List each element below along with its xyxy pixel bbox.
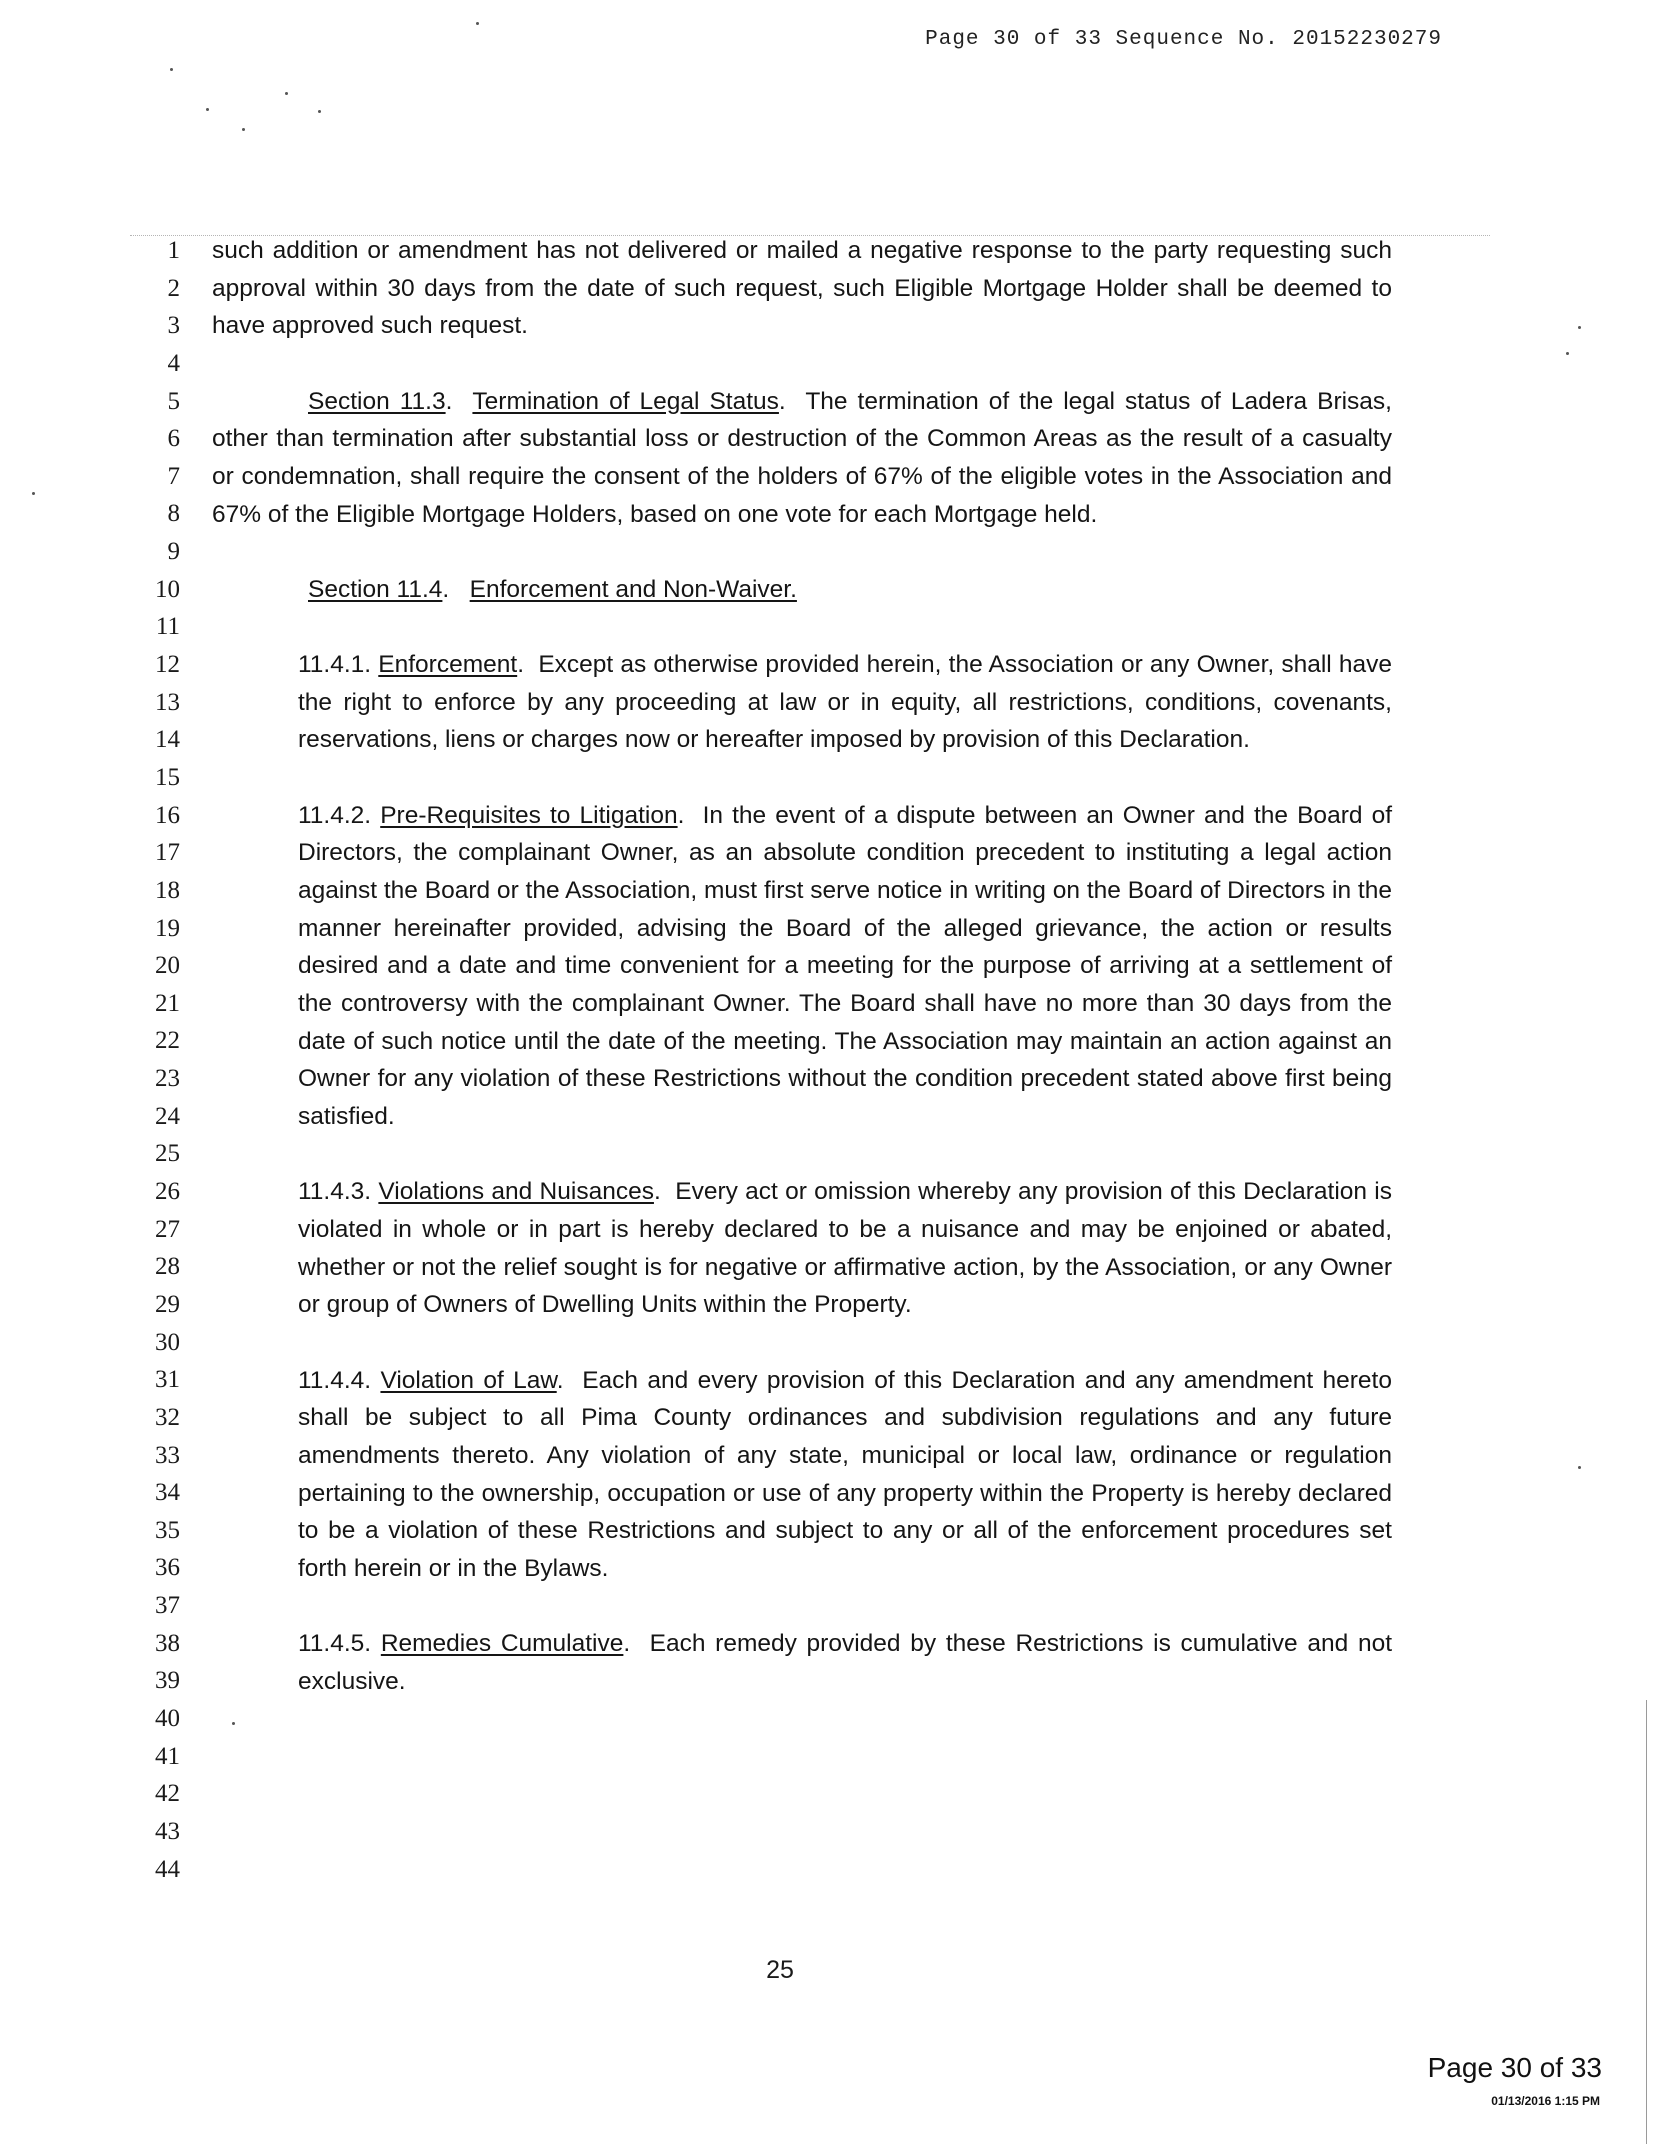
line-number: 40 — [155, 1704, 180, 1732]
line-number: 31 — [155, 1366, 180, 1394]
scan-speck — [242, 128, 245, 131]
line-number: 41 — [155, 1742, 180, 1770]
subsection-11-4-4: 11.4.4. Violation of Law. Each and every provision of this Declaration and any amendment hereto shall be subject to all Pima County ordinances and subdivision regulations and any future amendments thereto. Any violation of any state, municipal or local law, ordinance or regulation pertaining to the ownership, occupation or use of any property within the Property is hereby declared to be a violation of these Restrictions and subject to any or all of the enforcement procedures set forth herein or in the Bylaws. — [298, 1366, 1392, 1582]
section-11-3-title: Termination of Legal Status — [472, 387, 779, 415]
line-number: 36 — [155, 1554, 180, 1582]
line-number: 11 — [155, 613, 180, 641]
line-number: 35 — [155, 1516, 180, 1544]
line-number: 24 — [155, 1102, 180, 1130]
subsection-number: 11.4.3. — [298, 1178, 372, 1206]
subsection-number: 11.4.1. — [298, 651, 372, 679]
section-11-3-number: Section 11.3 — [308, 387, 446, 415]
section-11-3-paragraph: Section 11.3. Termination of Legal Status. The termination of the legal status of Ladera Brisas, other than termination after substantial loss or destruction of the Common Areas as the result of a casualty or condemnation, shall require the consent of the holders of 67% of the eligible votes in the Association and 67% of the Eligible Mortgage Holders, based on one vote for each Mortgage held. — [212, 387, 1392, 528]
line-number: 22 — [155, 1027, 180, 1055]
line-number: 17 — [155, 839, 180, 867]
scan-speck — [285, 92, 288, 95]
line-number: 14 — [155, 726, 180, 754]
subsection-text: In the event of a dispute between an Owner and the Board of Directors, the complainant Owner, as an absolute condition precedent to instituting a legal action against the Board or the Association, must first serve notice in writing on the Board of Directors in the manner hereinafter provided, advising the Board of the alleged grievance, the action or results desired and a date and time convenient for a meeting for the purpose of arriving at a settlement of the controversy with the complainant Owner. The Board shall have no more than 30 days from the date of such notice until the date of the meeting. The Association may maintain an action against an Owner for any violation of these Restrictions without the condition precedent stated above first being satisfied. — [298, 801, 1393, 1131]
line-number: 44 — [155, 1855, 180, 1883]
line-number: 18 — [155, 876, 180, 904]
line-number: 16 — [155, 801, 180, 829]
subsection-title: Remedies Cumulative — [380, 1630, 624, 1658]
subsection-title: Enforcement — [378, 651, 518, 679]
scan-speck — [232, 1722, 235, 1725]
sequence-header: Page 30 of 33 Sequence No. 20152230279 — [925, 28, 1442, 51]
line-number: 4 — [167, 349, 180, 377]
line-number: 29 — [155, 1290, 180, 1318]
line-number-column — [110, 232, 180, 1888]
line-number: 7 — [167, 462, 180, 490]
line-number: 37 — [155, 1592, 180, 1620]
line-number: 39 — [155, 1667, 180, 1695]
subsection-number: 11.4.4. — [298, 1366, 372, 1394]
section-11-4-title: Enforcement and Non-Waiver. — [469, 575, 797, 603]
scan-speck — [1578, 326, 1581, 329]
line-number: 20 — [155, 952, 180, 980]
line-number: 15 — [155, 763, 180, 791]
line-number: 5 — [167, 387, 180, 415]
footer-page-of: Page 30 of 33 — [1427, 2052, 1602, 2083]
scan-speck — [318, 110, 321, 113]
subsection-text: Every act or omission whereby any provision of this Declaration is violated in whole or in part is hereby declared to be a nuisance and may be enjoined or abated, whether or not the relief sought is for negative or affirmative action, by the Association, or any Owner or group of Owners of Dwelling Units within the Property. — [298, 1178, 1393, 1319]
line-number: 38 — [155, 1629, 180, 1657]
subsection-11-4-1: 11.4.1. Enforcement. Except as otherwise provided herein, the Association or any Owner, shall have the right to enforce by any proceeding at law or in equity, all restrictions, conditions, covenants, reservations, liens or charges now or hereafter imposed by provision of this Declaration. — [298, 651, 1393, 754]
subsection-title: Violations and Nuisances — [378, 1178, 654, 1206]
recorded-timestamp: 01/13/2016 1:15 PM — [1491, 2094, 1600, 2108]
subsection-11-4-3: 11.4.3. Violations and Nuisances. Every act or omission whereby any provision of this Declaration is violated in whole or in part is hereby declared to be a nuisance and may be enjoined or abated, whether or not the relief sought is for negative or affirmative action, by the Association, or any Owner or group of Owners of Dwelling Units within the Property. — [298, 1178, 1393, 1319]
line-number: 25 — [155, 1140, 180, 1168]
line-number: 34 — [155, 1479, 180, 1507]
line-number: 42 — [155, 1780, 180, 1808]
line-number: 27 — [155, 1215, 180, 1243]
subsection-number: 11.4.5. — [298, 1630, 372, 1658]
line-number: 26 — [155, 1178, 180, 1206]
line-number: 13 — [155, 688, 180, 716]
line-number: 8 — [167, 500, 180, 528]
document-body — [212, 232, 1392, 1700]
continuation-paragraph: such addition or amendment has not delivered or mailed a negative response to the party requesting such approval within 30 days from the date of such request, such Eligible Mortgage Holder shall be deemed to have approved such request. — [212, 237, 1392, 340]
scan-speck — [476, 22, 479, 25]
line-number: 21 — [155, 989, 180, 1017]
page-number: 25 — [766, 1956, 794, 1984]
line-number: 9 — [167, 538, 180, 566]
line-number: 30 — [155, 1328, 180, 1356]
section-11-4-heading: Section 11.4. Enforcement and Non-Waiver. — [308, 575, 797, 603]
line-number: 43 — [155, 1817, 180, 1845]
subsection-text: Each remedy provided by these Restrictions is cumulative and not exclusive. — [298, 1630, 1393, 1695]
section-11-3-text: The termination of the legal status of Ladera Brisas, other than termination after substantial loss or destruction of the Common Areas as the result of a casualty or condemnation, shall require the consent of the holders of 67% of the eligible votes in the Association and 67% of the Eligible Mortgage Holders, based on one vote for each Mortgage held. — [212, 387, 1392, 528]
scan-speck — [1578, 1466, 1581, 1469]
line-number: 6 — [167, 425, 180, 453]
subsection-11-4-2: 11.4.2. Pre-Requisites to Litigation. In the event of a dispute between an Owner and the Board of Directors, the complainant Owner, as an absolute condition precedent to instituting a legal action against the Board or the Association, must first serve notice in writing on the Board of Directors in the manner hereinafter provided, advising the Board of the alleged grievance, the action or results desired and a date and time convenient for a meeting for the purpose of arriving at a settlement of the controversy with the complainant Owner. The Board shall have no more than 30 days from the date of such notice until the date of the meeting. The Association may maintain an action against an Owner for any violation of these Restrictions without the condition precedent stated above first being satisfied. — [298, 801, 1393, 1131]
subsection-number: 11.4.2. — [298, 801, 372, 829]
line-number: 10 — [155, 575, 180, 603]
subsection-title: Pre-Requisites to Litigation — [380, 801, 678, 829]
line-number: 33 — [155, 1441, 180, 1469]
line-number: 12 — [155, 651, 180, 679]
subsection-text: Except as otherwise provided herein, the Association or any Owner, shall have the right to enforce by any proceeding at law or in equity, all restrictions, conditions, covenants, reservations, liens or charges now or hereafter imposed by provision of this Declaration. — [298, 651, 1393, 754]
scan-speck — [170, 68, 173, 71]
line-number: 1 — [167, 237, 180, 264]
line-number: 23 — [155, 1065, 180, 1093]
scan-speck — [206, 108, 209, 111]
line-number: 28 — [155, 1253, 180, 1281]
subsection-title: Violation of Law — [380, 1366, 557, 1394]
line-number: 32 — [155, 1403, 180, 1431]
line-number: 19 — [155, 914, 180, 942]
scan-speck — [1566, 352, 1569, 355]
scan-speck — [32, 492, 35, 495]
section-11-4-number: Section 11.4 — [308, 575, 443, 603]
subsection-11-4-5: 11.4.5. Remedies Cumulative. Each remedy provided by these Restrictions is cumulative and not exclusive. — [298, 1630, 1393, 1695]
scan-edge-line — [1646, 1700, 1647, 2144]
subsection-text: Each and every provision of this Declaration and any amendment hereto shall be subject to all Pima County ordinances and subdivision regulations and any future amendments thereto. Any violation of any state, municipal or local law, ordinance or regulation pertaining to the ownership, occupation or use of any property within the Property is hereby declared to be a violation of these Restrictions and subject to any or all of the enforcement procedures set forth herein or in the Bylaws. — [298, 1366, 1392, 1582]
line-number: 2 — [167, 274, 180, 302]
line-number: 3 — [167, 312, 180, 340]
